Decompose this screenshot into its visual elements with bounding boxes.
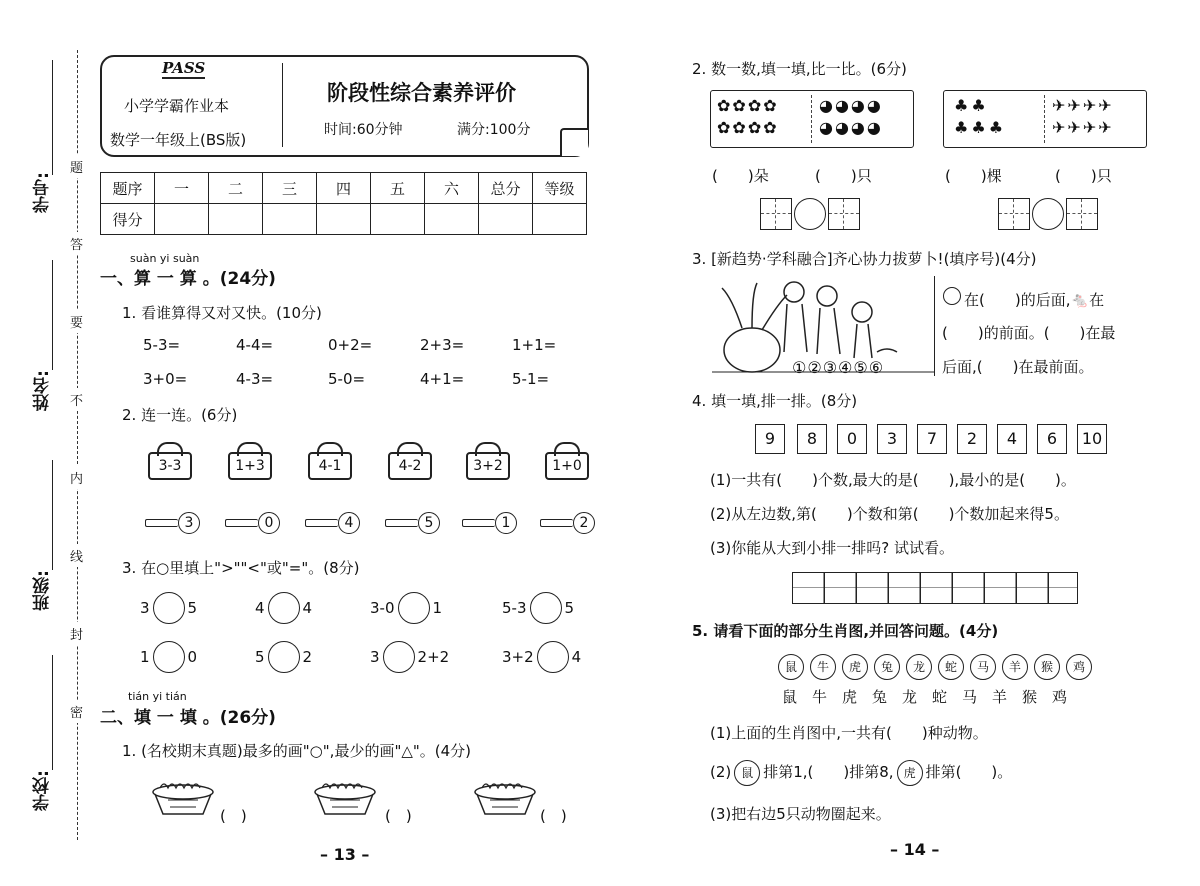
compare-right: 0 [187,648,198,666]
number-card: 0 [837,424,867,454]
lock-item[interactable]: 1+3 [228,452,272,480]
subject-label: 数学一年级上(BS版) [110,131,247,149]
q2-1-prompt: 1. (名校期末真题)最多的画"○",最少的画"△"。(4分) [122,742,472,760]
compare-right: 5 [564,599,575,617]
name-line [52,260,53,370]
key-shaft [225,519,258,527]
q2-prompt: 2. 连一连。(6分) [122,406,238,424]
q4-2: (2)从左边数,第( )个数和第( )个数加起来得5。 [710,505,1069,523]
series-name: 小学学霸作业本 [124,97,230,115]
zodiac-name: 牛 [812,688,828,706]
score-header-cell: 总分 [479,173,533,204]
seal-char: 答 [70,232,83,255]
number-card: 8 [797,424,827,454]
equation: 4+1= [420,370,465,388]
count-blank[interactable]: ( )只 [1055,167,1112,185]
compare-left: 4 [255,599,265,617]
mouse-icon: 🐁 [1070,291,1090,309]
page-number-left: – 13 – [320,845,370,864]
seal-char: 密 [70,700,83,723]
compare-circle[interactable] [530,592,562,624]
compare-left: 5 [255,648,265,666]
compare-circle[interactable] [268,592,300,624]
key-label: 4 [338,512,360,534]
section2-pinyin: tián yi tián [128,690,187,703]
zodiac-name: 马 [962,688,978,706]
score-cell[interactable] [533,204,587,235]
equation: 0+2= [328,336,373,354]
key-item[interactable] [462,512,517,534]
picture-divider [811,95,812,143]
dragon-icon: 龙 [906,654,932,680]
score-header-cell: 五 [371,173,425,204]
count-blank[interactable]: ( )朵 [712,167,769,185]
grandma-icon [943,287,961,305]
score-cell[interactable] [425,204,479,235]
answer-paren[interactable]: ( ) [220,807,247,825]
pic-divider [934,276,935,376]
ox-icon: 牛 [810,654,836,680]
compare-item [370,641,449,673]
compare-left: 3-0 [370,599,395,617]
q3-line1 [940,287,1104,310]
q3-line3: 后面,( )在最前面。 [942,358,1094,376]
tree-icons: ♣♣ ♣♣♣ [954,96,1007,137]
monkey-icon: 猴 [1034,654,1060,680]
q3-prompt: 3. 在○里填上">""<"或"="。(8分) [122,559,360,577]
class-line [52,460,53,570]
answer-paren[interactable]: ( ) [540,807,567,825]
student-no-line [52,60,53,175]
key-shaft [305,519,338,527]
goat-icon: 羊 [1002,654,1028,680]
compare-item [255,592,312,624]
score-header-cell: 六 [425,173,479,204]
picture-divider [1044,95,1045,143]
q3-line2: ( )的前面。( )在最 [942,324,1116,342]
q5-3: (3)把右边5只动物圈起来。 [710,805,891,823]
score-cell[interactable] [155,204,209,235]
time-limit: 时间:60分钟 [324,122,403,138]
page-curl-decoration [560,128,588,156]
lock-item[interactable]: 4-1 [308,452,352,480]
key-label: 2 [573,512,595,534]
flower-icons: ✿✿✿✿ ✿✿✿✿ [717,96,779,137]
compare-left: 3 [140,599,150,617]
school-label: 学校: [33,770,53,811]
score-header-cell: 题序 [101,173,155,204]
flowers-rabbits-picture [710,90,914,148]
sort-answer-grid[interactable] [792,572,1078,604]
compare-circle[interactable] [268,641,300,673]
answer-box[interactable] [1066,198,1098,230]
compare-left: 3 [370,648,380,666]
equation: 4-4= [236,336,274,354]
key-shaft [385,519,418,527]
key-label: 3 [178,512,200,534]
answer-box[interactable] [828,198,860,230]
rat-icon: 鼠 [734,760,760,786]
score-header-cell: 一 [155,173,209,204]
number-card: 2 [957,424,987,454]
equation: 5-1= [512,370,550,388]
key-label: 5 [418,512,440,534]
compare-right: 4 [571,648,582,666]
key-shaft [145,519,178,527]
basket-image [310,778,380,818]
score-header-cell: 等级 [533,173,587,204]
key-item[interactable] [305,512,360,534]
seal-char: 封 [70,622,83,645]
full-score: 满分:100分 [457,122,531,138]
page-title: 阶段性综合素养评价 [327,80,516,105]
compare-circle[interactable] [383,641,415,673]
student-no-label: 学号: [33,172,53,213]
q1-prompt: 1. 看谁算得又对又快。(10分) [122,304,322,322]
key-item[interactable] [540,512,595,534]
score-header-cell: 二 [209,173,263,204]
seal-char: 内 [70,466,83,489]
equation: 4-3= [236,370,274,388]
zodiac-names-row [782,686,1082,707]
compare-item [502,592,574,624]
answer-box[interactable] [760,198,792,230]
q3-text2: 在 [1089,291,1105,309]
compare-item [370,592,442,624]
equation: 3+0= [143,370,188,388]
key-shaft [462,519,495,527]
page-number-right: – 14 – [890,840,940,859]
equation: 5-3= [143,336,181,354]
school-line [52,655,53,770]
compare-right: 2+2 [417,648,450,666]
header-divider [282,63,283,147]
q5-2c: 排第( )。 [925,763,1013,781]
score-cell[interactable] [209,204,263,235]
key-item[interactable] [385,512,440,534]
equation: 1+1= [512,336,557,354]
compare-circle[interactable] [153,641,185,673]
q5-2 [710,760,1012,786]
seal-char: 线 [70,544,83,567]
lock-item[interactable]: 3+2 [466,452,510,480]
number-card: 10 [1077,424,1107,454]
compare-right: 4 [302,599,313,617]
score-cell[interactable] [371,204,425,235]
q5-2b: 排第1,( )排第8, [763,763,894,781]
section1-title: 一、算 一 算 。(24分) [100,269,276,289]
horse-icon: 马 [970,654,996,680]
zodiac-name: 羊 [992,688,1008,706]
q5-2a: (2) [710,763,732,781]
zodiac-name: 鸡 [1052,688,1068,706]
compare-circle[interactable] [1032,198,1064,230]
compare-right: 5 [187,599,198,617]
count-blank[interactable]: ( )棵 [945,167,1002,185]
number-card: 6 [1037,424,1067,454]
compare-circle[interactable] [537,641,569,673]
compare-right: 1 [432,599,443,617]
q5-1: (1)上面的生肖图中,一共有( )种动物。 [710,724,988,742]
zodiac-name: 虎 [842,688,858,706]
tiger-icon: 虎 [842,654,868,680]
compare-left: 5-3 [502,599,527,617]
key-shaft [540,519,573,527]
section1-pinyin: suàn yi suàn [130,252,200,265]
score-header-cell: 三 [263,173,317,204]
lock-item[interactable]: 1+0 [545,452,589,480]
q4-3: (3)你能从大到小排一排吗? 试试看。 [710,539,954,557]
trees-birds-picture [943,90,1147,148]
rat-icon: 鼠 [778,654,804,680]
key-item[interactable] [225,512,280,534]
number-card: 3 [877,424,907,454]
score-cell[interactable] [317,204,371,235]
score-table [100,172,587,235]
compare-boxes-right [998,198,1098,230]
zodiac-name: 兔 [872,688,888,706]
score-header-cell: 四 [317,173,371,204]
score-cell[interactable] [263,204,317,235]
number-card: 9 [755,424,785,454]
key-item[interactable] [145,512,200,534]
lock-item[interactable]: 4-2 [388,452,432,480]
compare-left: 3+2 [502,648,534,666]
zodiac-icons-row [775,654,1095,680]
class-label: 班级: [33,570,53,611]
figure-numbers: ①②③④⑤⑥ [792,358,885,377]
compare-item [502,641,581,673]
score-row-label: 得分 [101,204,155,235]
snake-icon: 蛇 [938,654,964,680]
bird-icons: ✈✈✈✈ ✈✈✈✈ [1052,96,1114,137]
compare-circle[interactable] [153,592,185,624]
r-q3-prompt: 3. [新趋势·学科融合]齐心协力拔萝卜!(填序号)(4分) [692,250,1037,268]
equation: 2+3= [420,336,465,354]
pass-logo: PASS [162,59,206,77]
header-box [100,55,589,157]
animal-icons: ◕◕◕◕ ◕◕◕◕ [819,96,883,137]
rabbit-icon: 兔 [874,654,900,680]
seal-char: 不 [70,388,83,411]
answer-paren[interactable]: ( ) [385,807,412,825]
zodiac-name: 龙 [902,688,918,706]
compare-item [140,592,197,624]
answer-box[interactable] [998,198,1030,230]
compare-circle[interactable] [398,592,430,624]
equation: 5-0= [328,370,366,388]
compare-circle[interactable] [794,198,826,230]
r-q5-prompt: 5. 请看下面的部分生肖图,并回答问题。(4分) [692,622,999,640]
number-card: 7 [917,424,947,454]
compare-left: 1 [140,648,150,666]
basket-image [470,778,540,818]
seal-char: 题 [70,155,83,178]
seal-char: 要 [70,310,83,333]
compare-item [140,641,197,673]
zodiac-name: 蛇 [932,688,948,706]
section2-title: 二、填 一 填 。(26分) [100,708,276,728]
key-label: 0 [258,512,280,534]
key-label: 1 [495,512,517,534]
r-q4-prompt: 4. 填一填,排一排。(8分) [692,392,858,410]
zodiac-name: 鼠 [782,688,798,706]
q4-1: (1)一共有( )个数,最大的是( ),最小的是( )。 [710,471,1076,489]
compare-item [255,641,312,673]
compare-boxes-left [760,198,860,230]
zodiac-name: 猴 [1022,688,1038,706]
q3-text1: 在( )的后面, [964,291,1071,309]
compare-right: 2 [302,648,313,666]
tiger-icon: 虎 [897,760,923,786]
count-blank[interactable]: ( )只 [815,167,872,185]
r-q2-prompt: 2. 数一数,填一填,比一比。(6分) [692,60,907,78]
score-cell[interactable] [479,204,533,235]
number-card: 4 [997,424,1027,454]
basket-image [148,778,218,818]
lock-item[interactable]: 3-3 [148,452,192,480]
name-label: 姓名: [33,370,53,411]
rooster-icon: 鸡 [1066,654,1092,680]
